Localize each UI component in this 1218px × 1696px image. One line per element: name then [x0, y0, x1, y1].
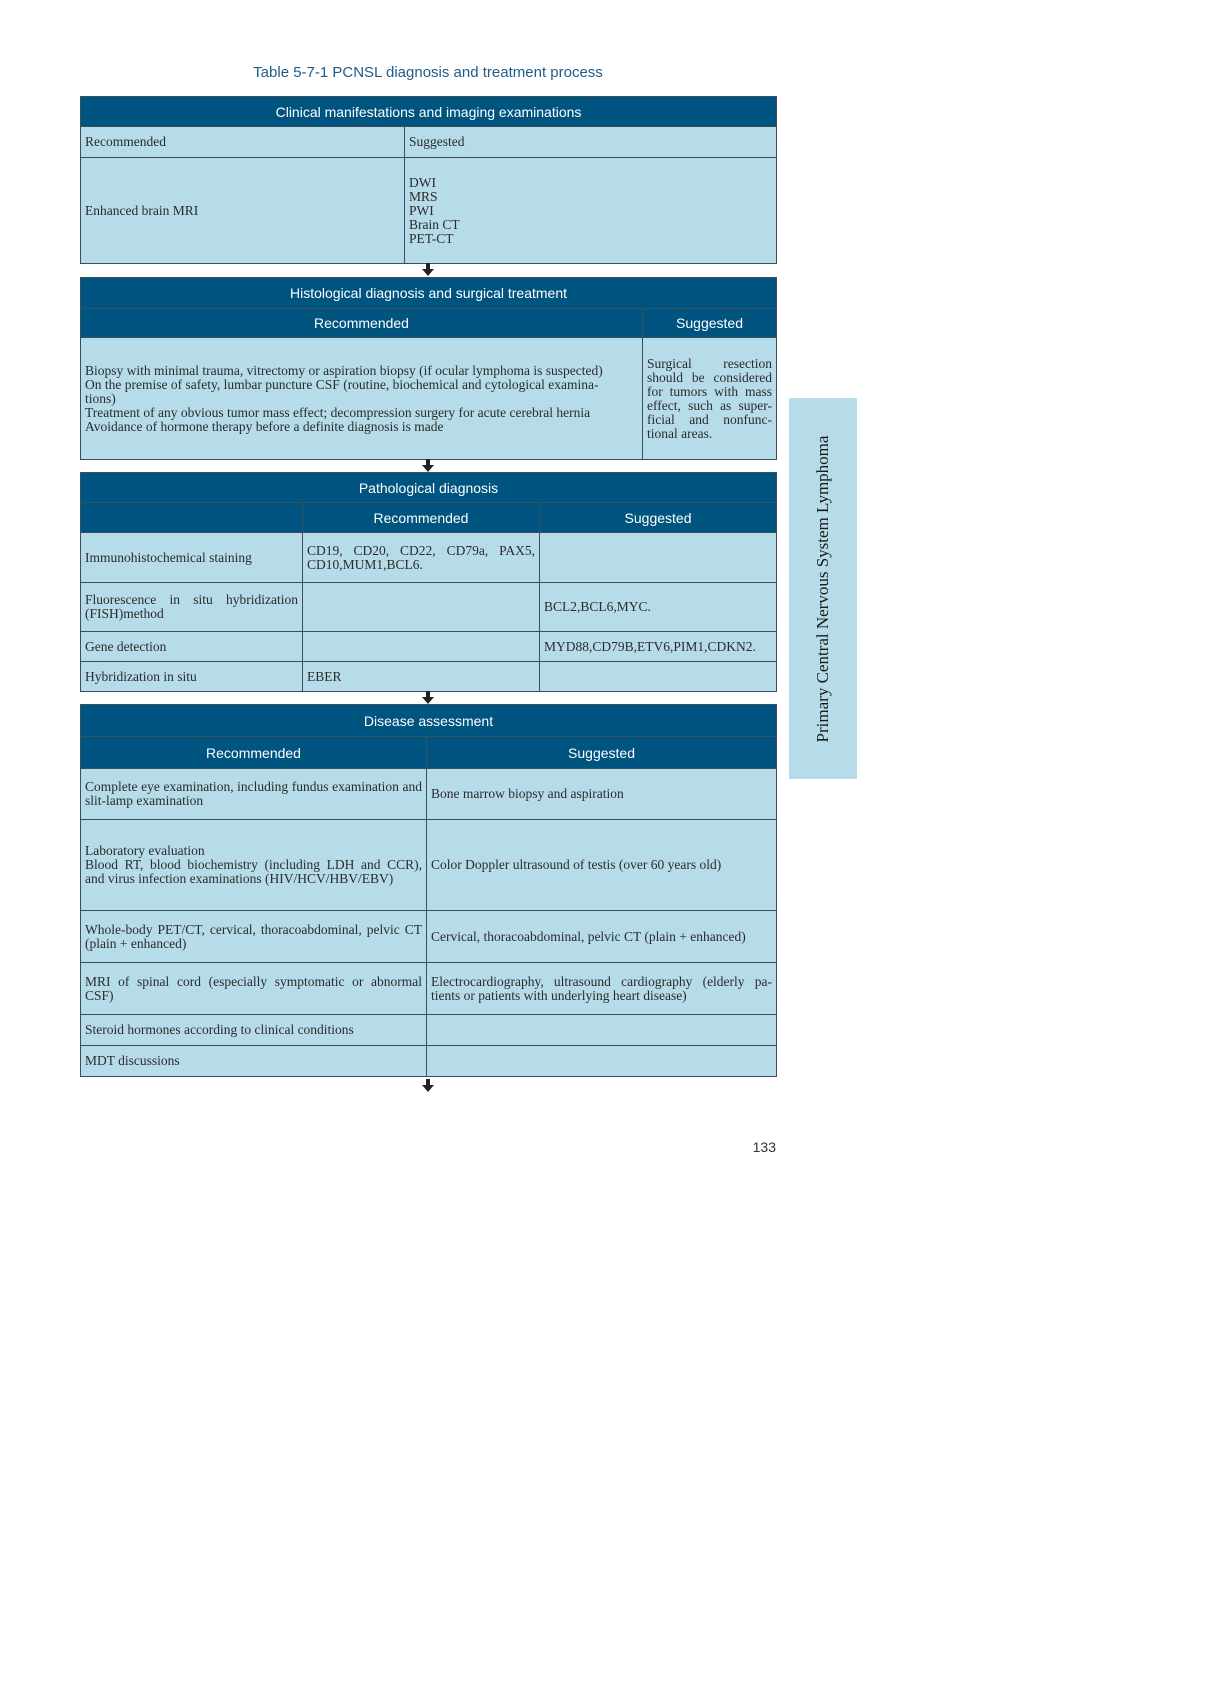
recommended-line: Laboratory evaluation — [85, 843, 205, 858]
chapter-side-tab-label: Primary Central Nervous System Lymphoma — [813, 435, 832, 742]
table-row — [81, 632, 777, 662]
section-title: Clinical manifestations and imaging examinations — [81, 97, 777, 127]
section-title: Histological diagnosis and surgical treatment — [81, 278, 777, 309]
section-clinical-imaging — [80, 96, 777, 264]
recommended-line: Blood RT, blood biochemistry (including LDH and CCR), and virus infection examinations (HIV/HCV/HBV/EBV) — [85, 857, 422, 886]
suggested-cell: BCL2,BCL6,MYC. — [540, 583, 777, 632]
suggested-item: Brain CT — [409, 216, 460, 232]
table-row — [81, 911, 777, 963]
recommended-cell: EBER — [303, 662, 540, 692]
recommended-cell: Steroid hormones according to clinical conditions — [81, 1015, 427, 1046]
recommended-cell: MDT discussions — [81, 1046, 427, 1077]
recommended-item: On the premise of safety, lumbar puncture CSF (routine, biochemical and cytological examina- — [85, 376, 599, 392]
recommended-item: Biopsy with minimal trauma, vitrectomy or aspiration biopsy (if ocular lymphoma is suspected) — [85, 362, 603, 378]
suggested-cell — [405, 158, 777, 264]
column-header-recommended: Recommended — [81, 127, 405, 158]
suggested-item: DWI — [409, 174, 436, 190]
down-arrow-icon — [421, 1079, 435, 1092]
recommended-cell — [303, 583, 540, 632]
table-row — [81, 1015, 777, 1046]
row-label: Gene detection — [81, 632, 303, 662]
table-row — [81, 533, 777, 583]
suggested-cell: MYD88,CD79B,ETV6,PIM1,CDKN2. — [540, 632, 777, 662]
suggested-item: MRS — [409, 188, 438, 204]
column-header-suggested: Suggested — [405, 127, 777, 158]
chapter-side-tab — [789, 398, 857, 779]
row-label: Fluorescence in situ hybridization (FISH)method — [81, 583, 303, 632]
row-label: Hybridization in situ — [81, 662, 303, 692]
column-header-blank — [81, 503, 303, 533]
recommended-cell: Complete eye examination, including fundus examination and slit-lamp examination — [81, 769, 427, 820]
recommended-cell — [303, 632, 540, 662]
suggested-item: PWI — [409, 202, 434, 218]
suggested-cell — [540, 662, 777, 692]
suggested-cell: Cervical, thoracoabdominal, pelvic CT (plain + enhanced) — [427, 911, 777, 963]
down-arrow-icon — [421, 263, 435, 276]
recommended-cell: MRI of spinal cord (especially symptomatic or abnormal CSF) — [81, 963, 427, 1015]
suggested-cell: Color Doppler ultrasound of testis (over 60 years old) — [427, 820, 777, 911]
suggested-cell: Electrocardiography, ultrasound cardiography (elderly pa-tients or patients with underlying heart disease) — [427, 963, 777, 1015]
table-caption: Table 5-7-1 PCNSL diagnosis and treatment process — [253, 64, 603, 81]
recommended-cell — [81, 820, 427, 911]
suggested-cell — [427, 1015, 777, 1046]
table-row — [81, 1046, 777, 1077]
down-arrow-icon — [421, 459, 435, 472]
recommended-cell: Whole-body PET/CT, cervical, thoracoabdominal, pelvic CT (plain + enhanced) — [81, 911, 427, 963]
column-header-suggested: Suggested — [540, 503, 777, 533]
section-disease-assessment — [80, 704, 777, 1077]
section-title: Disease assessment — [81, 705, 777, 737]
suggested-item: PET-CT — [409, 230, 454, 246]
suggested-cell — [427, 1046, 777, 1077]
column-header-recommended: Recommended — [81, 737, 427, 769]
section-title: Pathological diagnosis — [81, 473, 777, 503]
column-header-recommended: Recommended — [303, 503, 540, 533]
recommended-cell: CD19, CD20, CD22, CD79a, PAX5, CD10,MUM1,BCL6. — [303, 533, 540, 583]
recommended-cell: Enhanced brain MRI — [81, 158, 405, 264]
table-row — [81, 769, 777, 820]
suggested-cell: Surgical resection should be considered for tumors with mass effect, such as super-ficial and nonfunc-tional areas. — [643, 338, 777, 460]
row-label: Immunohistochemical staining — [81, 533, 303, 583]
recommended-item: tions) — [85, 390, 116, 406]
suggested-cell: Bone marrow biopsy and aspiration — [427, 769, 777, 820]
column-header-recommended: Recommended — [81, 309, 643, 338]
table-row — [81, 662, 777, 692]
down-arrow-icon — [421, 691, 435, 704]
recommended-item: Avoidance of hormone therapy before a definite diagnosis is made — [85, 418, 444, 434]
section-histological-surgical — [80, 277, 777, 460]
page-number: 133 — [752, 1139, 776, 1155]
suggested-cell — [540, 533, 777, 583]
recommended-cell — [81, 338, 643, 460]
section-pathological-diagnosis — [80, 472, 777, 692]
table-row — [81, 963, 777, 1015]
column-header-suggested: Suggested — [643, 309, 777, 338]
recommended-item: Treatment of any obvious tumor mass effect; decompression surgery for acute cerebral hernia — [85, 404, 591, 420]
table-row — [81, 583, 777, 632]
table-row — [81, 820, 777, 911]
column-header-suggested: Suggested — [427, 737, 777, 769]
